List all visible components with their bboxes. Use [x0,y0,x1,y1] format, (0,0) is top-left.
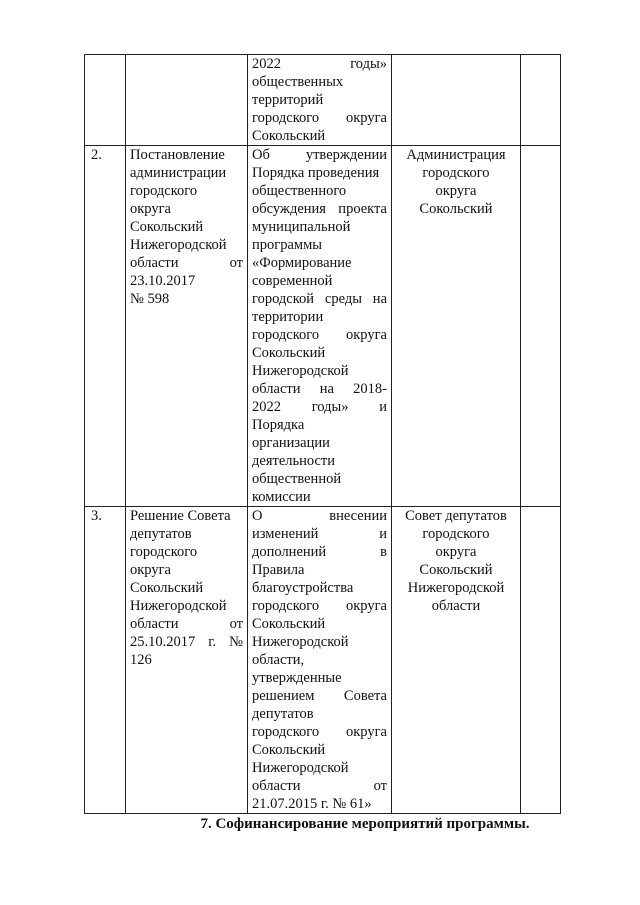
row-number-cell [85,146,126,507]
title-line: комиссии [252,489,311,505]
title-line: Нижегородской [252,363,349,379]
title-line: Нижегородской [252,634,349,650]
document-cell [126,507,248,814]
document-line: 25.10.2017 г. № [130,634,243,650]
title-line: 21.07.2015 г. № 61» [252,796,372,812]
document-line: Нижегородской [130,598,227,614]
title-line: муниципальной [252,219,351,235]
title-cell [248,507,392,814]
author-line: городского [422,526,490,542]
document-line: округа [130,562,171,578]
title-line: деятельности [252,453,336,469]
title-line: депутатов [252,706,314,722]
title-line: общественной [252,471,342,487]
note-cell [521,507,561,814]
title-line: обсуждения проекта [252,201,387,217]
document-line: 23.10.2017 [130,273,196,289]
document-line: Нижегородской [130,237,227,253]
author-line: округа [435,183,477,199]
author-line: Администрация [406,147,506,163]
document-cell [126,146,248,507]
title-line: городского округа [252,724,387,740]
title-line: Сокольский [252,742,326,758]
document-line: области от [130,616,243,632]
title-line: Об утверждении [252,147,387,163]
author-line: Нижегородской [407,580,505,596]
title-cell [248,146,392,507]
document-line: депутатов [130,526,192,542]
title-line: О внесении [252,508,387,524]
title-line: городской среды на [252,291,387,307]
author-cell [392,507,521,814]
row-number: 3. [91,508,102,524]
title-line: дополнений в [252,544,387,560]
title-line: территорий [252,92,324,108]
document-line: Решение Совета [130,508,231,524]
title-line: Сокольский [252,345,326,361]
document-line: городского [130,544,198,560]
document-line: № 598 [130,291,170,307]
row-number-cell [85,507,126,814]
note-cell [521,55,561,146]
title-line: территории [252,309,324,325]
title-line: 2022 годы» [252,56,387,72]
author-cell [392,55,521,146]
document-line: области от [130,255,243,271]
row-number-cell [85,55,126,146]
table-row [85,146,561,507]
title-line: городского округа [252,598,387,614]
document-line: Постановление [130,147,225,163]
regulations-table [84,54,561,814]
note-cell [521,146,561,507]
title-line: городского округа [252,327,387,343]
author-line: Сокольский [419,201,493,217]
title-line: программы [252,237,322,253]
author-line: городского [422,165,490,181]
title-line: утвержденные [252,670,342,686]
author-line: округа [435,544,477,560]
title-line: Правила [252,562,305,578]
title-line: современной [252,273,333,289]
document-line: 126 [130,652,152,668]
title-cell [248,55,392,146]
title-line: области, [252,652,305,668]
document-line: Сокольский [130,580,204,596]
table-row [85,507,561,814]
title-line: Нижегородской [252,760,349,776]
section-heading [0,815,640,833]
title-line: общественного [252,183,347,199]
title-line: благоустройства [252,580,354,596]
author-cell [392,146,521,507]
author-line: Совет депутатов [405,508,507,524]
title-line: общественных [252,74,344,90]
title-line: изменений и [252,526,387,542]
document-line: городского [130,183,198,199]
row-number: 2. [91,147,102,163]
title-line: организации [252,435,330,451]
title-line: области от [252,778,387,794]
author-line: области [431,598,481,614]
document-line: администрации [130,165,227,181]
title-line: Порядка проведения [252,165,380,181]
title-line: Сокольский [252,616,326,632]
document-line: Сокольский [130,219,204,235]
author-line: Сокольский [419,562,493,578]
title-line: «Формирование [252,255,352,271]
document-line: округа [130,201,171,217]
title-line: Порядка [252,417,305,433]
section-heading-text: 7. Софинансирование мероприятий программы. [200,816,530,832]
table-row [85,55,561,146]
title-line: городского округа [252,110,387,126]
title-line: 2022 годы» и [252,399,387,415]
document-cell [126,55,248,146]
title-line: решением Совета [252,688,387,704]
title-line: области на 2018- [252,381,387,397]
title-line: Сокольский [252,128,326,144]
